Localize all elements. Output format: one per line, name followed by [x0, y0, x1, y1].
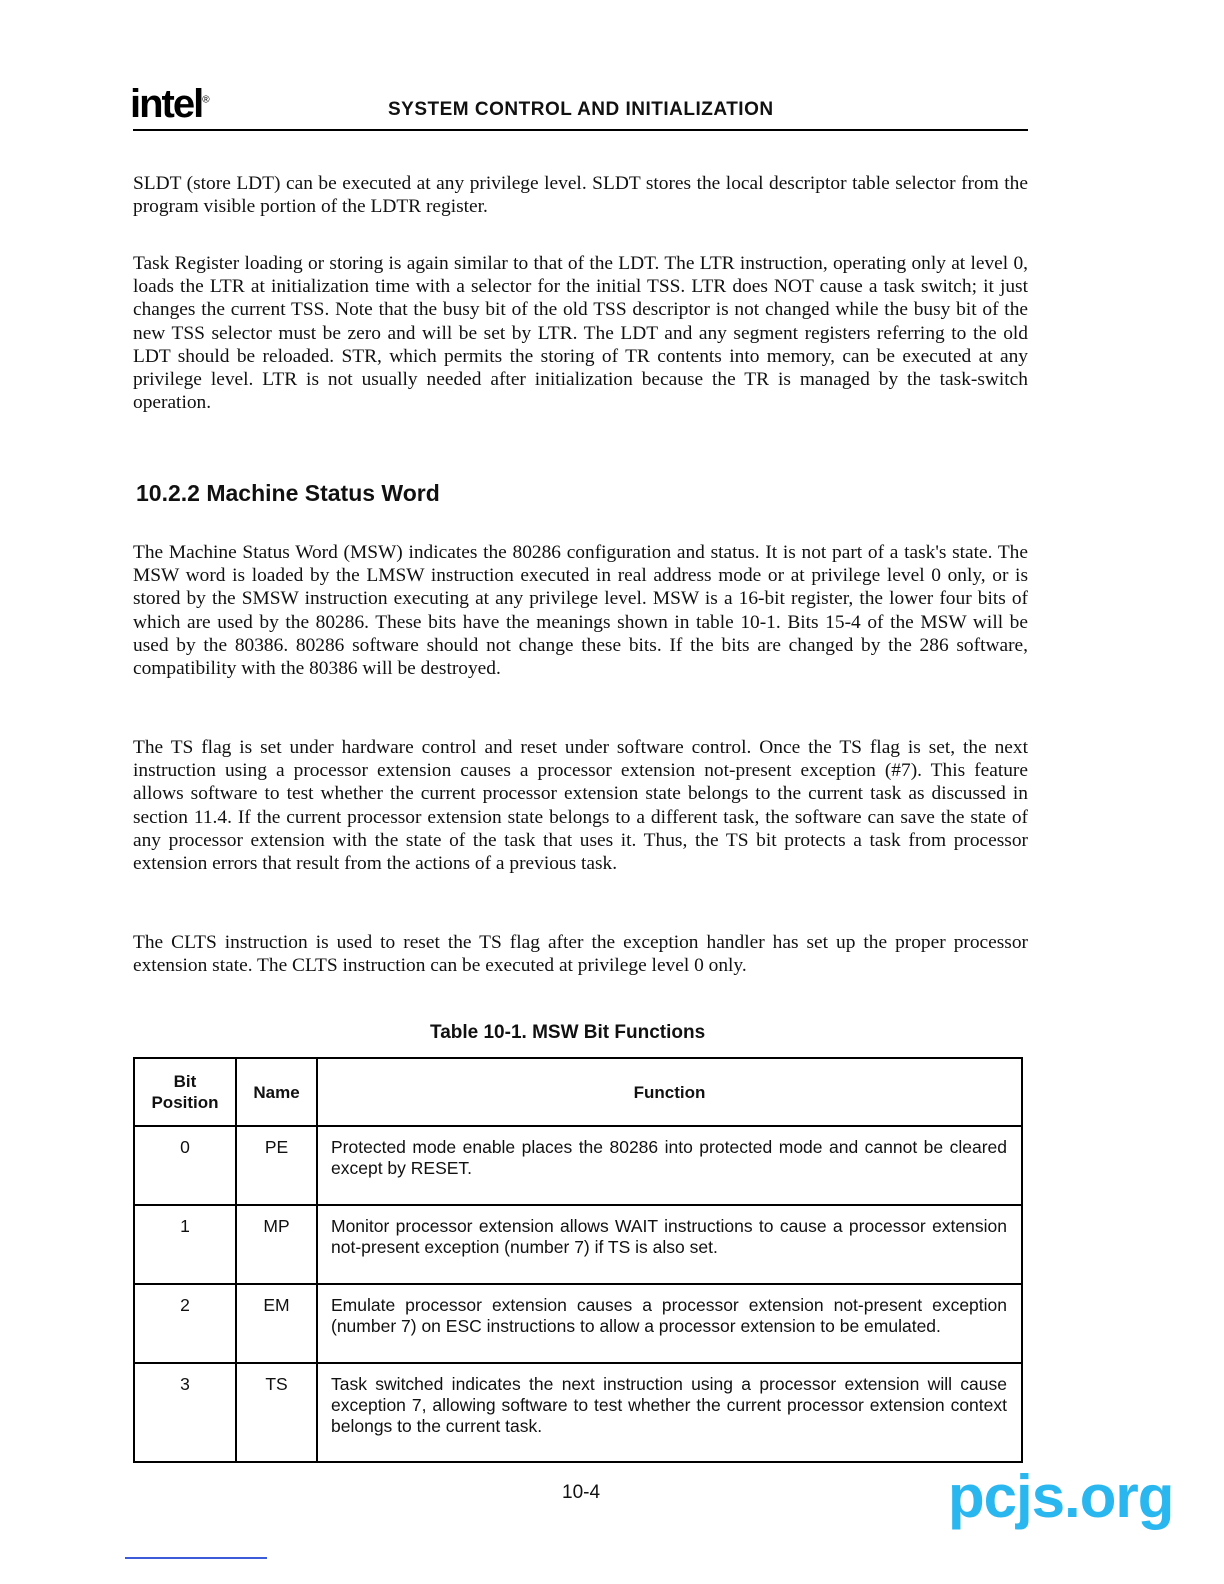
- paragraph-sldt: SLDT (store LDT) can be executed at any privilege level. SLDT stores the local descriptor table selector from the program visible portion of the LDTR register.: [133, 173, 1028, 218]
- cell-name: TS: [236, 1363, 317, 1462]
- cell-function: Emulate processor extension causes a processor extension not-present exception (number 7) on ESC instructions to allow a processor extension to be emulated.: [317, 1284, 1022, 1363]
- intel-logo: intel®: [130, 82, 208, 126]
- cell-name: PE: [236, 1126, 317, 1205]
- cell-name: EM: [236, 1284, 317, 1363]
- header-bit-position: Bit Position: [134, 1058, 236, 1126]
- cell-function: Protected mode enable places the 80286 into protected mode and cannot be cleared except by RESET.: [317, 1126, 1022, 1205]
- cell-bit: 0: [134, 1126, 236, 1205]
- paragraph-ts-flag: The TS flag is set under hardware control and reset under software control. Once the TS flag is set, the next instruction using a processor extension causes a processor extension not-present exception (#7). This feature allows software to test whether the current processor extension state belongs to the current task as discussed in section 11.4. If the current processor extension state belongs to a different task, the software can save the state of any processor extension with the state of the task that uses it. Thus, the TS bit protects a task from processor extension errors that result from the actions of a previous task.: [133, 737, 1028, 875]
- cell-function: Task switched indicates the next instruction using a processor extension will cause exception 7, allowing software to test whether the current processor extension context belongs to the current task.: [317, 1363, 1022, 1462]
- msw-bit-table: [133, 1057, 1023, 1463]
- cell-bit: 3: [134, 1363, 236, 1462]
- table-row: [134, 1284, 1022, 1363]
- pcjs-watermark: pcjs.org: [948, 1463, 1174, 1530]
- cell-bit: 2: [134, 1284, 236, 1363]
- section-heading: 10.2.2 Machine Status Word: [136, 480, 440, 506]
- paragraph-msw: The Machine Status Word (MSW) indicates the 80286 configuration and status. It is not part of a task's state. The MSW word is loaded by the LMSW instruction executed in real address mode or at privilege level 0 only, or is stored by the SMSW instruction executing at any privilege level. MSW is a 16-bit register, the lower four bits of which are used by the 80286. These bits have the meanings shown in table 10-1. Bits 15-4 of the MSW will be used by the 80386. 80286 software should not change these bits. If the bits are changed by the 286 software, compatibility with the 80386 will be destroyed.: [133, 542, 1028, 680]
- table-row: [134, 1363, 1022, 1462]
- paragraph-task-register: Task Register loading or storing is again similar to that of the LDT. The LTR instruction, operating only at level 0, loads the LTR at initialization time with a selector for the initial TSS. LTR does NOT cause a task switch; it just changes the current TSS. Note that the busy bit of the old TSS descriptor is not changed while the busy bit of the new TSS selector must be zero and will be set by LTR. The LDT and any segment registers referring to the old LDT should be reloaded. STR, which permits the storing of TR contents into memory, can be executed at any privilege level. LTR is not usually needed after initialization because the TR is managed by the task-switch operation.: [133, 253, 1028, 414]
- page-number: 10-4: [562, 1482, 601, 1503]
- cell-function: Monitor processor extension allows WAIT instructions to cause a processor extension not-present exception (number 7) if TS is also set.: [317, 1205, 1022, 1284]
- table-title: Table 10-1. MSW Bit Functions: [430, 1022, 706, 1043]
- table-row: [134, 1205, 1022, 1284]
- header-function: Function: [317, 1058, 1022, 1126]
- cell-bit: 1: [134, 1205, 236, 1284]
- paragraph-clts: The CLTS instruction is used to reset the TS flag after the exception handler has set up the proper processor extension state. The CLTS instruction can be executed at privilege level 0 only.: [133, 932, 1028, 977]
- header-rule: [133, 129, 1028, 131]
- running-head: SYSTEM CONTROL AND INITIALIZATION: [388, 99, 774, 120]
- table-row: [134, 1126, 1022, 1205]
- header-name: Name: [236, 1058, 317, 1126]
- table-header-row: [134, 1058, 1022, 1126]
- cell-name: MP: [236, 1205, 317, 1284]
- bottom-divider: [125, 1557, 267, 1559]
